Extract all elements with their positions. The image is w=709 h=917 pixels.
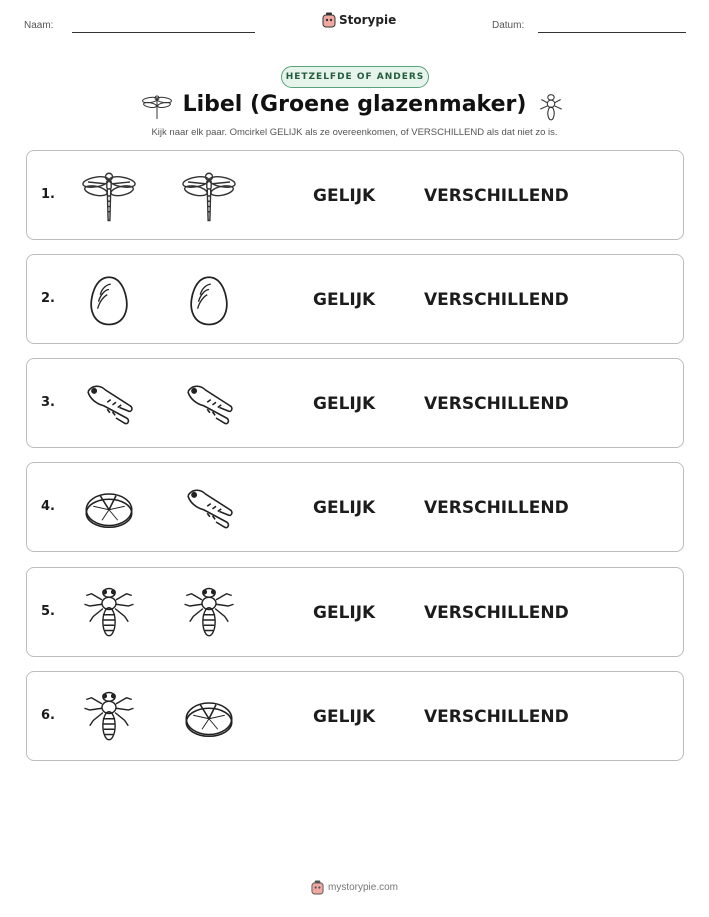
comparison-row-5 <box>26 567 684 657</box>
dragonfly-icon <box>181 168 237 224</box>
nymph-title-icon <box>536 92 566 126</box>
comparison-row-3 <box>26 358 684 448</box>
different-option[interactable]: VERSCHILLEND <box>424 290 569 310</box>
nymph-icon <box>181 585 237 641</box>
row-number: 2. <box>41 291 55 306</box>
larva-jaw-icon <box>181 376 237 432</box>
dragonfly-icon <box>81 168 137 224</box>
different-option[interactable]: VERSCHILLEND <box>424 394 569 414</box>
name-line[interactable] <box>72 32 255 33</box>
comparison-row-2 <box>26 254 684 344</box>
logo-text: Storypie <box>339 13 397 27</box>
different-option[interactable]: VERSCHILLEND <box>424 186 569 206</box>
worksheet-type-badge: HETZELFDE OF ANDERS <box>281 66 429 88</box>
instructions: Kijk naar elk paar. Omcirkel GELIJK als ze overeenkomen, of VERSCHILLEND als dat niet zo is. <box>151 127 558 138</box>
storypie-mascot-icon <box>322 12 336 28</box>
comparison-row-6 <box>26 671 684 761</box>
lily-pad-icon <box>81 480 137 536</box>
date-line[interactable] <box>538 32 686 33</box>
comparison-row-1 <box>26 150 684 240</box>
nymph-icon <box>81 689 137 745</box>
name-label: Naam: <box>24 20 54 31</box>
footer <box>0 880 709 895</box>
same-option[interactable]: GELIJK <box>313 707 376 727</box>
different-option[interactable]: VERSCHILLEND <box>424 603 569 623</box>
row-number: 1. <box>41 187 55 202</box>
row-number: 3. <box>41 395 55 410</box>
same-option[interactable]: GELIJK <box>313 290 376 310</box>
different-option[interactable]: VERSCHILLEND <box>424 707 569 727</box>
storypie-logo <box>322 12 396 28</box>
larva-jaw-icon <box>181 480 237 536</box>
page-title: Libel (Groene glazenmaker) <box>182 92 527 117</box>
same-option[interactable]: GELIJK <box>313 603 376 623</box>
row-number: 5. <box>41 604 55 619</box>
same-option[interactable]: GELIJK <box>313 186 376 206</box>
storypie-mascot-icon <box>311 880 324 895</box>
footer-url: mystorypie.com <box>327 882 398 893</box>
lily-pad-icon <box>181 689 237 745</box>
row-number: 4. <box>41 499 55 514</box>
different-option[interactable]: VERSCHILLEND <box>424 498 569 518</box>
date-label: Datum: <box>492 20 525 31</box>
same-option[interactable]: GELIJK <box>313 498 376 518</box>
row-number: 6. <box>41 708 55 723</box>
larva-jaw-icon <box>81 376 137 432</box>
egg-icon <box>81 272 137 328</box>
egg-icon <box>181 272 237 328</box>
comparison-row-4 <box>26 462 684 552</box>
same-option[interactable]: GELIJK <box>313 394 376 414</box>
nymph-icon <box>81 585 137 641</box>
